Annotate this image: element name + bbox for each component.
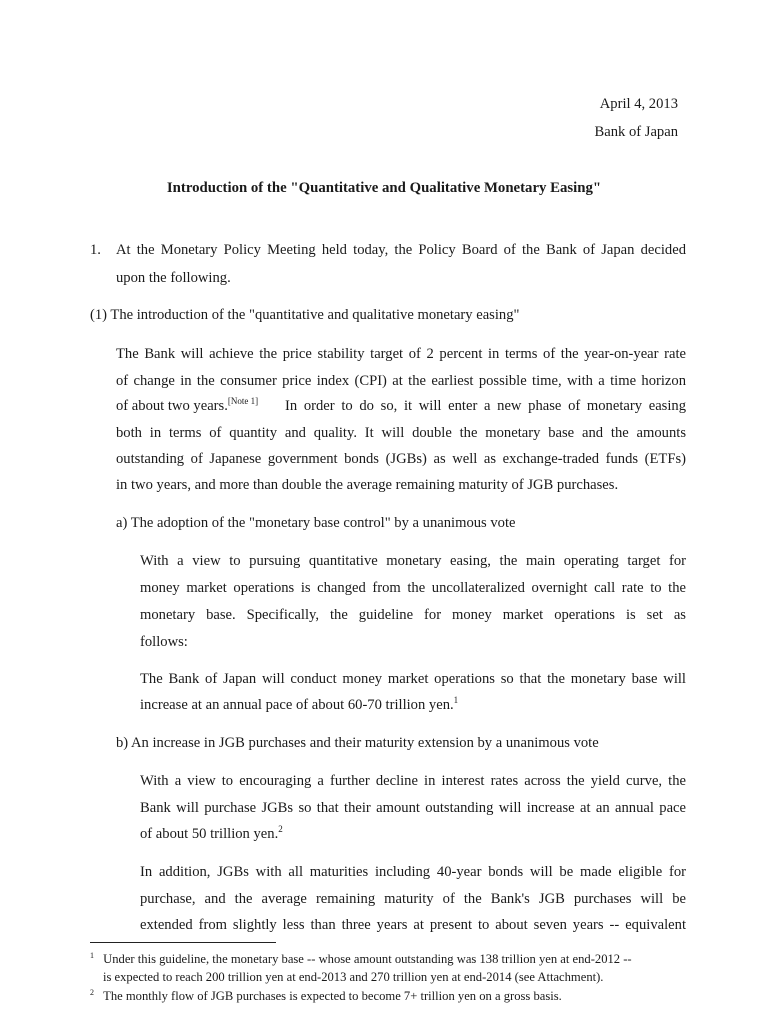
- item-1-para-line-5: outstanding of Japanese government bonds (JGBs) as well as exchange-traded funds (ETFs): [116, 451, 686, 467]
- footnote-2: [90, 989, 562, 1004]
- footnote-1: [90, 952, 632, 967]
- item-1-heading: (1) The introduction of the "quantitative and qualitative monetary easing": [90, 307, 520, 323]
- item-1-para-line-3b: In order to do so, it will enter a new phase of monetary easing: [285, 398, 686, 414]
- sub-a-heading: a) The adoption of the "monetary base control" by a unanimous vote: [116, 515, 516, 531]
- footnote-1-mark: 1: [90, 950, 94, 960]
- footnote-1-line-2: is expected to reach 200 trillion yen at end-2013 and 270 trillion yen at end-2014 (see Attachment).: [103, 970, 604, 984]
- item-1-para-line-2: of change in the consumer price index (CPI) at the earliest possible time, with a time horizon: [116, 373, 686, 389]
- issuing-organization: Bank of Japan: [594, 124, 678, 140]
- sub-b-para-2-line-1: In addition, JGBs with all maturities including 40-year bonds will be made eligible for: [140, 864, 686, 880]
- sub-a-para-2-line-1: The Bank of Japan will conduct money market operations so that the monetary base will: [140, 671, 686, 687]
- section-1-line-1: At the Monetary Policy Meeting held today, the Policy Board of the Bank of Japan decided: [116, 242, 686, 258]
- footnote-1-line-1: Under this guideline, the monetary base -- whose amount outstanding was 138 trillion yen at end-2012 --: [103, 952, 632, 966]
- footnote-2-mark: 2: [90, 987, 94, 997]
- sub-b-para-1-line-2: Bank will purchase JGBs so that their amount outstanding will increase at an annual pace: [140, 800, 686, 816]
- section-number: 1.: [90, 242, 101, 258]
- sub-a-para-2-line-2: [140, 697, 458, 714]
- sub-a-para-1-line-2: money market operations is changed from the uncollateralized overnight call rate to the: [140, 580, 686, 596]
- item-1-para-line-1: The Bank will achieve the price stability target of 2 percent in terms of the year-on-year rate: [116, 346, 686, 362]
- sub-a-para-1-line-1: With a view to pursuing quantitative monetary easing, the main operating target for: [140, 553, 686, 569]
- document-title: Introduction of the "Quantitative and Qualitative Monetary Easing": [166, 180, 602, 196]
- sub-a-para-2-line-2-text: increase at an annual pace of about 60-70 trillion yen.: [140, 697, 454, 713]
- note-1-reference: [Note 1]: [227, 396, 259, 406]
- sub-a-para-1-line-3: monetary base. Specifically, the guideline for money market operations is set as: [140, 607, 686, 623]
- item-1-para-line-6: in two years, and more than double the average remaining maturity of JGB purchases.: [116, 477, 619, 493]
- item-1-para-line-3a: [116, 398, 258, 415]
- sub-b-para-2-line-3: extended from slightly less than three years at present to about seven years -- equivalent: [140, 917, 686, 933]
- sub-b-para-1-line-3: [140, 826, 283, 843]
- section-1-line-2: upon the following.: [116, 270, 231, 286]
- footnote-separator: [90, 942, 276, 943]
- sub-b-para-1-line-3-text: of about 50 trillion yen.: [140, 826, 279, 842]
- item-1-para-line-3a-text: of about two years.: [116, 398, 228, 414]
- document-date: April 4, 2013: [599, 96, 678, 112]
- sub-b-para-2-line-2: purchase, and the average remaining maturity of the Bank's JGB purchases will be: [140, 891, 686, 907]
- item-1-para-line-4: both in terms of quantity and quality. It will double the monetary base and the amounts: [116, 425, 686, 441]
- footnote-2-line-1: The monthly flow of JGB purchases is expected to become 7+ trillion yen on a gross basis.: [103, 989, 562, 1003]
- footnote-1-reference: 1: [453, 695, 459, 706]
- sub-a-para-1-line-4: follows:: [140, 634, 188, 650]
- sub-b-para-1-line-1: With a view to encouraging a further decline in interest rates across the yield curve, the: [140, 773, 686, 789]
- footnote-2-reference: 2: [278, 824, 283, 835]
- sub-b-heading: b) An increase in JGB purchases and their maturity extension by a unanimous vote: [116, 735, 599, 751]
